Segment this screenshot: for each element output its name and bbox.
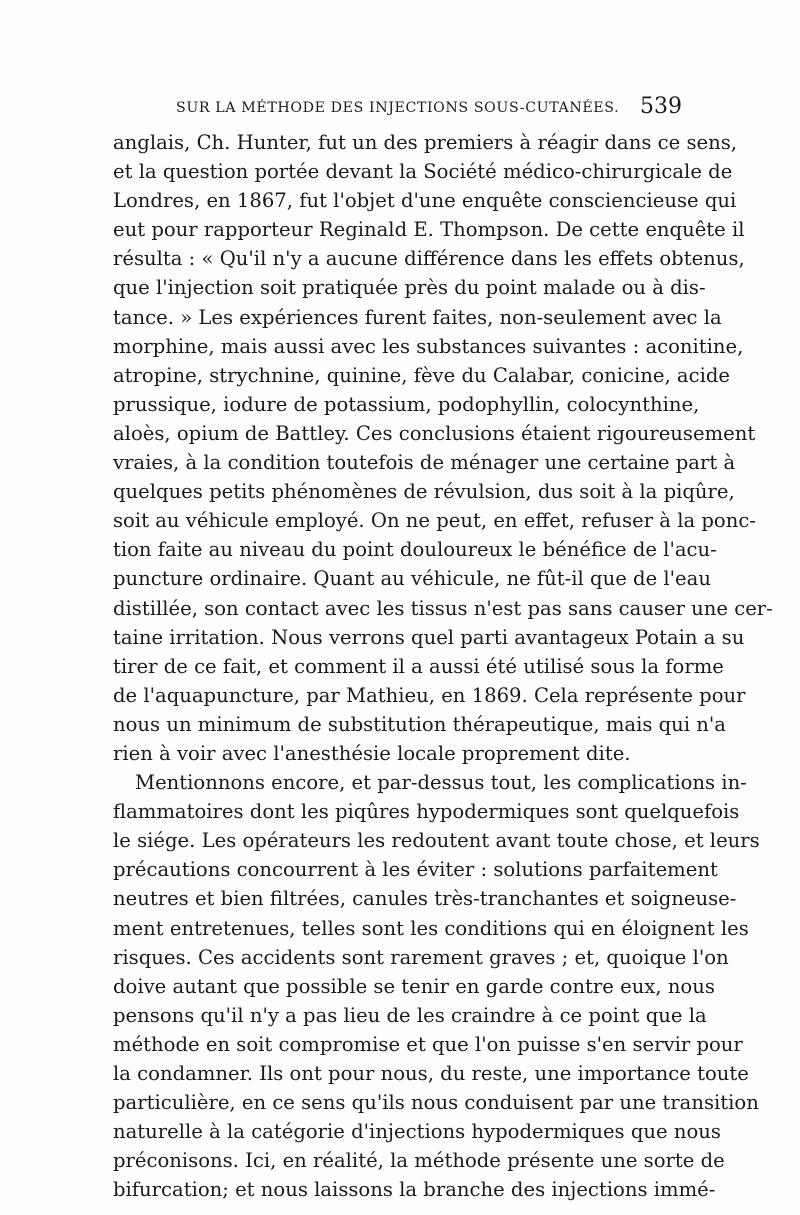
text-line: résulta : « Qu'il n'y a aucune différence dans les effets obtenus, <box>113 247 745 271</box>
text-line: vraies, à la condition toutefois de ménager une certaine part à <box>113 451 736 475</box>
text-line: ment entretenues, telles sont les conditions qui en éloignent les <box>113 916 749 940</box>
text-line: précautions concourrent à les éviter : solutions parfaitement <box>113 858 718 882</box>
text-line: la condamner. Ils ont pour nous, du reste, une importance toute <box>113 1062 749 1085</box>
text-line: le siége. Les opérateurs les redoutent avant toute chose, et leurs <box>113 829 760 853</box>
text-line: de l'aquapuncture, par Mathieu, en 1869. Cela représente pour <box>113 683 746 707</box>
text-line: quelques petits phénomènes de révulsion, dus soit à la piqûre, <box>113 480 735 504</box>
text-line: et la question portée devant la Société médico-chirurgicale de <box>113 160 733 184</box>
text-line: flammatoires dont les piqûres hypodermiques sont quelquefois <box>113 800 740 824</box>
running-head <box>176 94 686 124</box>
text-line: puncture ordinaire. Quant au véhicule, ne fût-il que de l'eau <box>113 567 711 591</box>
text-line: soit au véhicule employé. On ne peut, en effet, refuser à la ponc- <box>113 509 756 533</box>
text-line: prussique, iodure de potassium, podophyllin, colocynthine, <box>113 392 700 416</box>
text-line: taine irritation. Nous verrons quel parti avantageux Potain a su <box>113 625 745 649</box>
text-line: tion faite au niveau du point douloureux le bénéfice de l'acu- <box>113 538 717 562</box>
text-line: atropine, strychnine, quinine, fève du Calabar, conicine, acide <box>113 363 730 387</box>
text-line: Londres, en 1867, fut l'objet d'une enquête consciencieuse qui <box>113 189 737 213</box>
text-line: aloès, opium de Battley. Ces conclusions étaient rigoureusement <box>113 421 756 445</box>
text-line: doive autant que possible se tenir en garde contre eux, nous <box>113 974 715 998</box>
text-line: morphine, mais aussi avec les substances suivantes : aconitine, <box>113 334 744 358</box>
text-line: bifurcation; et nous laissons la branche des injections immé- <box>113 1178 716 1202</box>
text-line: que l'injection soit pratiquée près du point malade ou à dis- <box>113 276 706 300</box>
text-line: méthode en soit compromise et que l'on puisse s'en servir pour <box>113 1032 743 1056</box>
text-line: tance. » Les expériences furent faites, non-seulement avec la <box>113 305 722 329</box>
text-line: distillée, son contact avec les tissus n'est pas sans causer une cer- <box>113 596 773 620</box>
page-number: 539 <box>640 94 682 119</box>
text-line: anglais, Ch. Hunter, fut un des premiers à réagir dans ce sens, <box>113 131 737 154</box>
text-line: risques. Ces accidents sont rarement graves ; et, quoique l'on <box>113 945 729 969</box>
running-title: SUR LA MÉTHODE DES INJECTIONS SOUS-CUTANÉES. <box>176 100 620 116</box>
text-line: naturelle à la catégorie d'injections hypodermiques que nous <box>113 1120 721 1144</box>
body-text <box>113 128 773 1204</box>
text-line: particulière, en ce sens qu'ils nous conduisent par une transition <box>113 1091 759 1115</box>
text-line: eut pour rapporteur Reginald E. Thompson. De cette enquête il <box>113 218 745 242</box>
paragraph-first-line: Mentionnons encore, et par-dessus tout, les complications in- <box>135 771 747 795</box>
text-line: nous un minimum de substitution thérapeutique, mais qui n'a <box>113 712 726 736</box>
text-line: pensons qu'il n'y a pas lieu de les craindre à ce point que la <box>113 1003 707 1027</box>
text-line: préconisons. Ici, en réalité, la méthode présente une sorte de <box>113 1149 725 1173</box>
text-line: tirer de ce fait, et comment il a aussi été utilisé sous la forme <box>113 654 724 678</box>
paragraph-last-line: rien à voir avec l'anesthésie locale proprement dite. <box>113 741 631 765</box>
text-line: neutres et bien filtrées, canules très-tranchantes et soigneuse- <box>113 887 737 911</box>
